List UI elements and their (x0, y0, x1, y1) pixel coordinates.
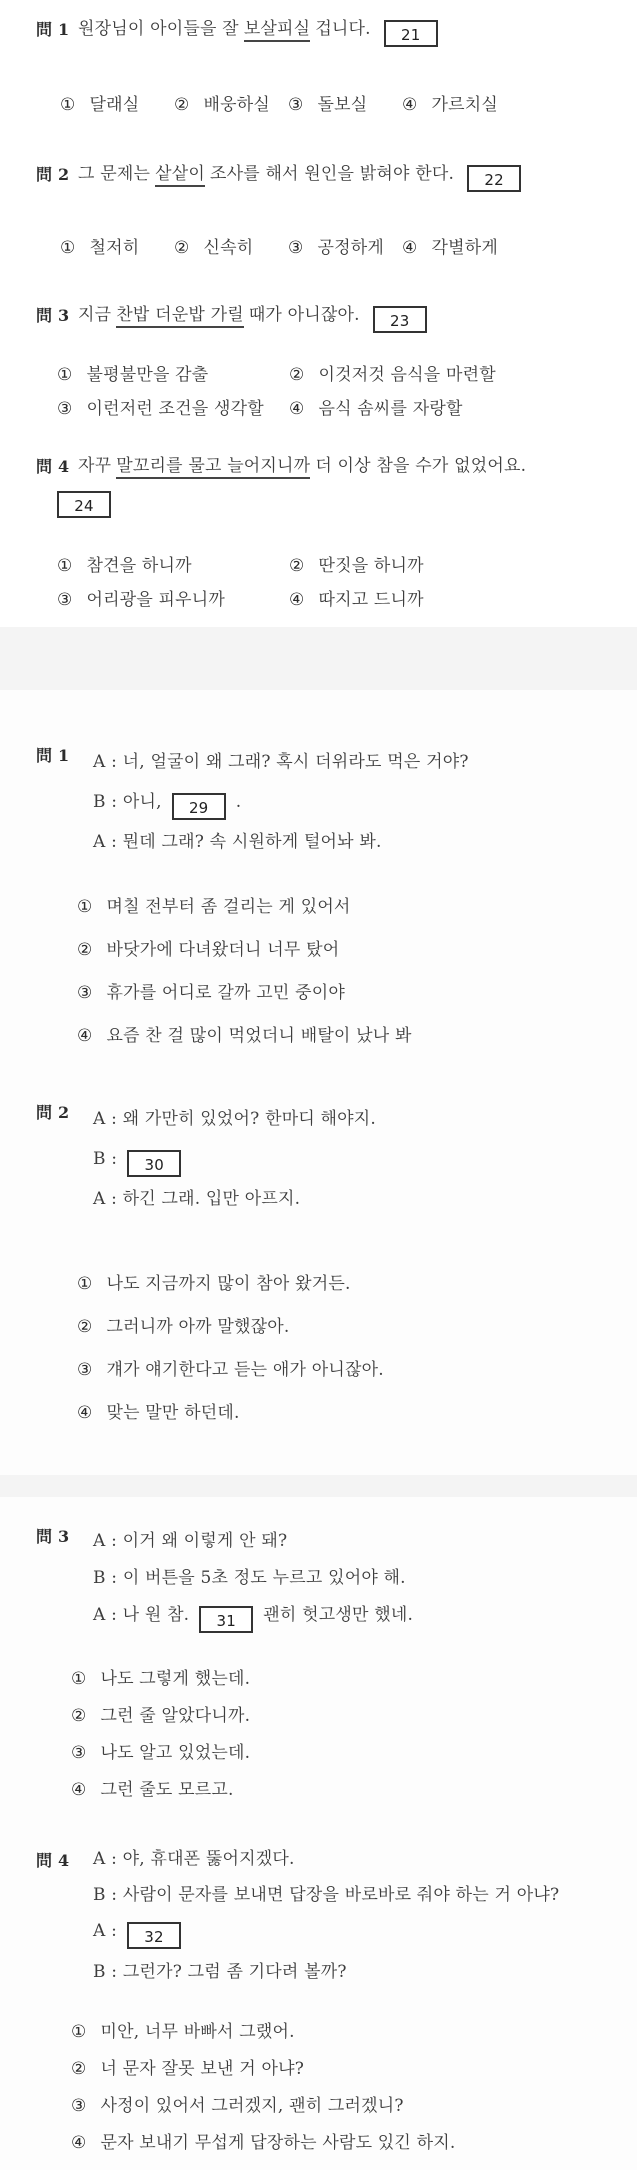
option-text: 참견을 하니까 (86, 556, 192, 576)
question-label: 問 2 (36, 165, 70, 184)
circled-number-icon: ① (57, 365, 73, 385)
option-2 (289, 554, 619, 578)
circled-number-icon: ③ (71, 2096, 87, 2116)
dialogue-line (93, 1597, 413, 1634)
option-text: 음식 솜씨를 자랑할 (318, 399, 463, 419)
option-text: 달래실 (89, 95, 140, 115)
sentence-text: 그 문제는 (78, 164, 151, 184)
circled-number-icon: ④ (71, 2133, 87, 2153)
option-1 (60, 93, 174, 117)
circled-number-icon: ① (60, 95, 76, 115)
option-text: 돌보실 (317, 95, 368, 115)
option-3 (71, 1740, 619, 1766)
circled-number-icon: ① (71, 2022, 87, 2042)
circled-number-icon: ③ (71, 1743, 87, 1763)
option-text: 배웅하실 (203, 95, 270, 115)
option-text: 그런 줄 알았다니까. (100, 1706, 251, 1726)
option-text: 이것저것 음식을 마련할 (318, 365, 496, 385)
option-text: 휴가를 어디로 갈까 고민 중이야 (106, 983, 345, 1003)
circled-number-icon: ④ (289, 399, 305, 419)
answer-number-box: 29 (172, 793, 226, 820)
option-3 (57, 397, 289, 421)
circled-number-icon: ② (174, 95, 190, 115)
sentence-text: 겁니다. (315, 19, 371, 39)
circled-number-icon: ④ (77, 1026, 93, 1046)
option-3 (288, 236, 402, 260)
dialogue-block (93, 742, 469, 862)
option-4 (289, 397, 619, 421)
dialogue-question-section-1 (0, 690, 637, 1475)
dialogue-text: . (235, 792, 242, 812)
option-text: 요즘 찬 걸 많이 먹었더니 배탈이 났나 봐 (106, 1026, 412, 1046)
question-23 (36, 302, 619, 333)
dialogue-line (93, 1919, 559, 1949)
circled-number-icon: ③ (288, 95, 304, 115)
sentence-text: 원장님이 아이들을 잘 (78, 19, 239, 39)
answer-number-box: 31 (199, 1606, 253, 1633)
option-text: 문자 보내기 무섭게 답장하는 사람도 있긴 하지. (100, 2133, 456, 2153)
option-text: 며칠 전부터 좀 걸리는 게 있어서 (106, 897, 351, 917)
option-1 (57, 363, 289, 387)
options-grid (57, 554, 619, 612)
dialogue-line: B : 사람이 문자를 보내면 답장을 바로바로 줘야 하는 거 아냐? (93, 1885, 560, 1905)
options-list (71, 2019, 619, 2156)
option-2 (71, 1703, 619, 1729)
options-list (71, 1666, 619, 1803)
dialogue-block (93, 1099, 376, 1219)
circled-number-icon: ① (71, 1669, 87, 1689)
section-divider-band (0, 627, 637, 690)
circled-number-icon: ② (71, 1706, 87, 1726)
option-2 (71, 2056, 619, 2082)
dialogue-line: A : 이거 왜 이렇게 안 돼? (93, 1531, 288, 1551)
sentence-text: 더 이상 참을 수가 없었어요. (315, 456, 527, 476)
question-32 (36, 1847, 619, 1985)
question-label: 問 3 (36, 306, 70, 325)
dialogue-block (93, 1847, 559, 1985)
dialogue-text: A : 나 원 참. (93, 1605, 190, 1625)
option-1 (57, 554, 289, 578)
dialogue-line: A : 너, 얼굴이 왜 그래? 혹시 더위라도 먹은 거야? (93, 752, 469, 772)
answer-number-box-line (57, 487, 619, 518)
option-text: 딴짓을 하니까 (318, 556, 424, 576)
circled-number-icon: ① (77, 1274, 93, 1294)
circled-number-icon: ① (60, 238, 76, 258)
answer-number-box: 24 (57, 491, 111, 518)
dialogue-line (93, 1139, 376, 1179)
circled-number-icon: ① (57, 556, 73, 576)
question-sentence (78, 453, 526, 480)
option-text: 어리광을 피우니까 (86, 590, 226, 610)
options-list (77, 894, 619, 1049)
question-24 (36, 453, 619, 480)
option-3 (77, 1357, 619, 1383)
circled-number-icon: ③ (288, 238, 304, 258)
circled-number-icon: ② (289, 365, 305, 385)
option-2 (77, 1314, 619, 1340)
option-4 (289, 588, 619, 612)
circled-number-icon: ② (289, 556, 305, 576)
circled-number-icon: ③ (57, 399, 73, 419)
circled-number-icon: ② (77, 940, 93, 960)
circled-number-icon: ② (71, 2059, 87, 2079)
question-label: 問 4 (36, 457, 70, 476)
option-text: 그런 줄도 모르고. (100, 1780, 234, 1800)
circled-number-icon: ④ (71, 1780, 87, 1800)
option-4 (77, 1023, 619, 1049)
dialogue-line: B : 그런가? 그럼 좀 기다려 볼까? (93, 1962, 347, 1982)
options-row (60, 236, 619, 260)
dialogue-text: B : (93, 1149, 118, 1169)
answer-number-box: 30 (127, 1150, 181, 1177)
option-1 (71, 1666, 619, 1692)
question-sentence (78, 16, 438, 47)
sentence-text: 지금 (78, 305, 112, 325)
option-text: 걔가 얘기한다고 듣는 애가 아니잖아. (106, 1360, 384, 1380)
dialogue-line: A : 왜 가만히 있었어? 한마디 해야지. (93, 1109, 377, 1129)
answer-number-box: 21 (384, 20, 438, 47)
question-22 (36, 161, 619, 192)
option-text: 공정하게 (317, 238, 384, 258)
option-text: 신속히 (203, 238, 254, 258)
dialogue-line: A : 야, 휴대폰 뚫어지겠다. (93, 1849, 295, 1869)
option-1 (77, 1271, 619, 1297)
option-4 (402, 93, 498, 117)
circled-number-icon: ④ (77, 1403, 93, 1423)
underlined-phrase: 보살피실 (244, 19, 311, 42)
options-row (60, 93, 619, 117)
option-3 (77, 980, 619, 1006)
option-text: 불평불만을 감출 (86, 365, 209, 385)
circled-number-icon: ③ (57, 590, 73, 610)
option-2 (174, 236, 288, 260)
underlined-phrase: 샅샅이 (155, 164, 205, 187)
circled-number-icon: ④ (289, 590, 305, 610)
option-text: 이런저런 조건을 생각할 (86, 399, 264, 419)
option-3 (57, 588, 289, 612)
answer-number-box: 32 (127, 1922, 181, 1949)
circled-number-icon: ③ (77, 983, 93, 1003)
option-text: 나도 알고 있었는데. (100, 1743, 251, 1763)
option-text: 그러니까 아까 말했잖아. (106, 1317, 290, 1337)
dialogue-text: 괜히 헛고생만 했네. (263, 1605, 414, 1625)
question-label: 問 3 (36, 1527, 70, 1546)
underlined-phrase: 찬밥 더운밥 가릴 (116, 305, 244, 328)
dialogue-block (93, 1523, 413, 1634)
option-text: 가르치실 (431, 95, 498, 115)
option-1 (77, 894, 619, 920)
question-sentence (78, 161, 521, 192)
question-21 (36, 16, 619, 47)
option-text: 각별하게 (431, 238, 498, 258)
option-text: 따지고 드니까 (318, 590, 424, 610)
question-label: 問 2 (36, 1103, 70, 1122)
dialogue-text: A : (93, 1921, 118, 1941)
option-3 (288, 93, 402, 117)
circled-number-icon: ④ (402, 238, 418, 258)
question-label: 問 1 (36, 20, 70, 39)
dialogue-line: A : 하긴 그래. 입만 아프지. (93, 1189, 301, 1209)
sentence-text: 조사를 해서 원인을 밝혀야 한다. (209, 164, 455, 184)
dialogue-question-section-2 (0, 1497, 637, 2170)
option-2 (174, 93, 288, 117)
option-4 (71, 2130, 619, 2156)
dialogue-text: B : 아니, (93, 792, 162, 812)
sentence-text: 자꾸 (78, 456, 112, 476)
section-divider-band (0, 1475, 637, 1497)
option-text: 나도 그렇게 했는데. (100, 1669, 251, 1689)
circled-number-icon: ④ (402, 95, 418, 115)
dialogue-line: B : 이 버튼을 5초 정도 누르고 있어야 해. (93, 1568, 406, 1588)
option-text: 맞는 말만 하던데. (106, 1403, 240, 1423)
option-4 (402, 236, 498, 260)
circled-number-icon: ② (174, 238, 190, 258)
vocabulary-question-section (0, 0, 637, 627)
circled-number-icon: ② (77, 1317, 93, 1337)
question-31 (36, 1523, 619, 1634)
underlined-phrase: 말꼬리를 물고 늘어지니까 (116, 456, 310, 479)
option-text: 나도 지금까지 많이 참아 왔거든. (106, 1274, 351, 1294)
option-text: 사정이 있어서 그러겠지, 괜히 그러겠니? (100, 2096, 404, 2116)
question-label: 問 4 (36, 1851, 70, 1870)
option-2 (77, 937, 619, 963)
option-1 (60, 236, 174, 260)
question-sentence (78, 302, 427, 333)
answer-number-box: 23 (373, 306, 427, 333)
option-4 (77, 1400, 619, 1426)
options-grid (57, 363, 619, 421)
circled-number-icon: ③ (77, 1360, 93, 1380)
question-label: 問 1 (36, 746, 70, 765)
option-1 (71, 2019, 619, 2045)
options-list (77, 1271, 619, 1426)
option-text: 철저히 (89, 238, 140, 258)
circled-number-icon: ① (77, 897, 93, 917)
option-3 (71, 2093, 619, 2119)
option-2 (289, 363, 619, 387)
question-30 (36, 1099, 619, 1219)
option-4 (71, 1777, 619, 1803)
answer-number-box: 22 (467, 165, 521, 192)
option-text: 미안, 너무 바빠서 그랬어. (100, 2022, 295, 2042)
dialogue-line: A : 뭔데 그래? 속 시원하게 털어놔 봐. (93, 832, 382, 852)
option-text: 너 문자 잘못 보낸 거 아냐? (100, 2059, 305, 2079)
option-text: 바닷가에 다녀왔더니 너무 탔어 (106, 940, 340, 960)
dialogue-line (93, 782, 469, 822)
question-29 (36, 742, 619, 862)
sentence-text: 때가 아니잖아. (248, 305, 360, 325)
